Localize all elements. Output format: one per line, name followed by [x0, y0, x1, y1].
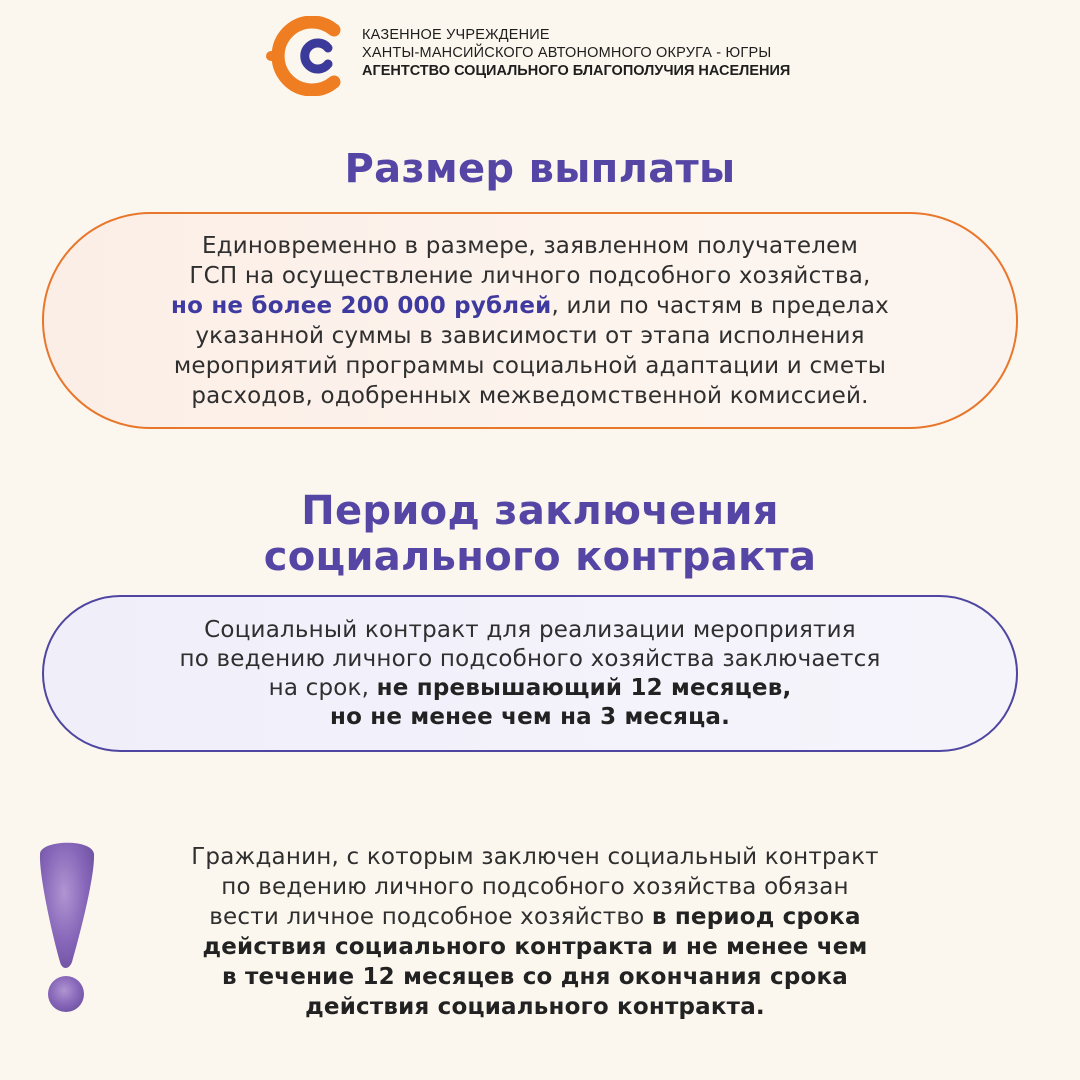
obligation-highlight: действия социального контракта и не менее чем: [202, 934, 868, 960]
title-line: социального контракта: [263, 534, 817, 580]
text-line: Социальный контракт для реализации мероприятия: [204, 616, 856, 643]
text-line: [120, 902, 950, 932]
text-line: по ведению личного подсобного хозяйства обязан: [221, 874, 849, 900]
text-line: по ведению личного подсобного хозяйства заключается: [179, 645, 881, 672]
text-line: расходов, одобренных межведомственной комиссией.: [191, 382, 869, 409]
obligation-note: [120, 842, 950, 1022]
payment-size-text: [171, 231, 889, 411]
contract-period-text: [179, 616, 880, 732]
text-line: [179, 674, 880, 703]
text-line: мероприятий программы социальной адаптации и сметы: [173, 352, 887, 379]
text-fragment: вести личное подсобное хозяйство: [209, 904, 652, 930]
text-line: [171, 291, 889, 321]
header: [262, 16, 842, 96]
exclamation-icon: [34, 836, 98, 1016]
obligation-highlight: в течение 12 месяцев со дня окончания срока: [221, 964, 849, 990]
contract-period-card: [42, 595, 1018, 752]
text-fragment: , или по частям в пределах: [551, 292, 889, 319]
section-title-payment-size: Размер выплаты: [344, 146, 736, 192]
section-title-contract-period: [0, 488, 1080, 580]
text-fragment: на срок,: [268, 674, 377, 701]
payment-size-card: [42, 212, 1018, 429]
org-line-1: КАЗЕННОЕ УЧРЕЖДЕНИЕ: [362, 27, 550, 43]
text-line: ГСП на осуществление личного подсобного хозяйства,: [189, 262, 871, 289]
text-line: указанной суммы в зависимости от этапа исполнения: [195, 322, 865, 349]
obligation-highlight: действия социального контракта.: [305, 994, 765, 1020]
text-line: Гражданин, с которым заключен социальный контракт: [191, 844, 879, 870]
min-term-highlight: но не менее чем на 3 месяца.: [329, 703, 731, 730]
org-line-3: АГЕНТСТВО СОЦИАЛЬНОГО БЛАГОПОЛУЧИЯ НАСЕЛЕНИЯ: [362, 63, 791, 79]
org-name: [362, 26, 790, 80]
obligation-highlight: в период срока: [651, 904, 861, 930]
title-line: Период заключения: [301, 488, 779, 534]
agency-logo-icon: [262, 16, 362, 96]
max-amount-highlight: но не более 200 000 рублей: [171, 292, 552, 319]
text-line: Единовременно в размере, заявленном получателем: [201, 232, 859, 259]
org-line-2: ХАНТЫ-МАНСИЙСКОГО АВТОНОМНОГО ОКРУГА - ЮГРЫ: [362, 45, 772, 61]
max-term-highlight: не превышающий 12 месяцев,: [376, 674, 792, 701]
